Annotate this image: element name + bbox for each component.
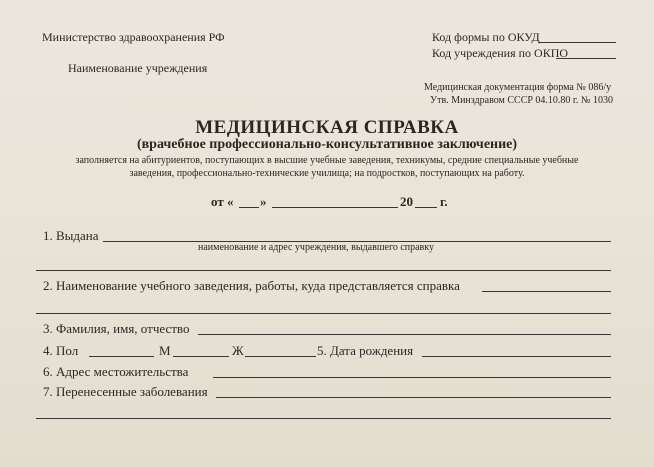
sex-input-line[interactable] [89,356,154,357]
page-title: МЕДИЦИНСКАЯ СПРАВКА [195,117,459,138]
date-year-line[interactable] [415,207,437,208]
date-year-prefix: 20 [400,194,413,209]
birth-date-label: 5. Дата рождения [317,343,414,358]
date-day-line[interactable] [239,207,259,208]
description-line-1: заполняется на абитуриентов, поступающих в высшие учебные заведения, техникумы, средние специальные учебные [75,155,579,166]
ministry-label: Министерство здравоохранения РФ [42,30,225,44]
institution-label: 2. Наименование учебного заведения, работы, куда представляется справка [43,278,460,293]
birth-date-input-line[interactable] [422,356,611,357]
issued-input-line-2[interactable] [36,270,611,271]
date-from-label: от « [211,194,234,209]
okpo-line [556,58,616,59]
diseases-label: 7. Перенесенные заболевания [43,384,208,399]
sex-label: 4. Пол [43,343,79,358]
institution-input-line-2[interactable] [36,313,611,314]
page-subtitle: (врачебное профессионально-консультативное заключение) [136,137,518,152]
full-name-input-line[interactable] [198,334,611,335]
date-year-suffix: г. [440,194,448,209]
description-line-2: заведения, профессионально-технические училища; на подростков, поступающих на работу. [129,168,525,179]
diseases-input-line[interactable] [216,397,611,398]
address-input-line[interactable] [213,377,611,378]
date-close-quote: » [260,194,267,209]
okpo-label: Код учреждения по ОКПО [432,46,569,60]
female-input-line[interactable] [245,356,316,357]
male-label: М [159,343,171,358]
male-input-line[interactable] [173,356,229,357]
approval-label: Утв. Минздравом СССР 04.10.80 г. № 1030 [430,95,613,106]
female-label: Ж [232,343,244,358]
date-month-line[interactable] [272,207,398,208]
institution-name-label: Наименование учреждения [68,61,208,75]
form-document-label: Медицинская документация форма № 086/у [424,82,612,93]
institution-input-line[interactable] [482,291,611,292]
full-name-label: 3. Фамилия, имя, отчество [43,321,190,336]
diseases-input-line-2[interactable] [36,418,611,419]
issued-hint: наименование и адрес учреждения, выдавшего справку [198,242,434,253]
address-label: 6. Адрес местожительства [43,364,189,379]
okud-label: Код формы по ОКУД [432,30,540,44]
issued-label: 1. Выдана [43,228,99,243]
okud-line [538,42,616,43]
